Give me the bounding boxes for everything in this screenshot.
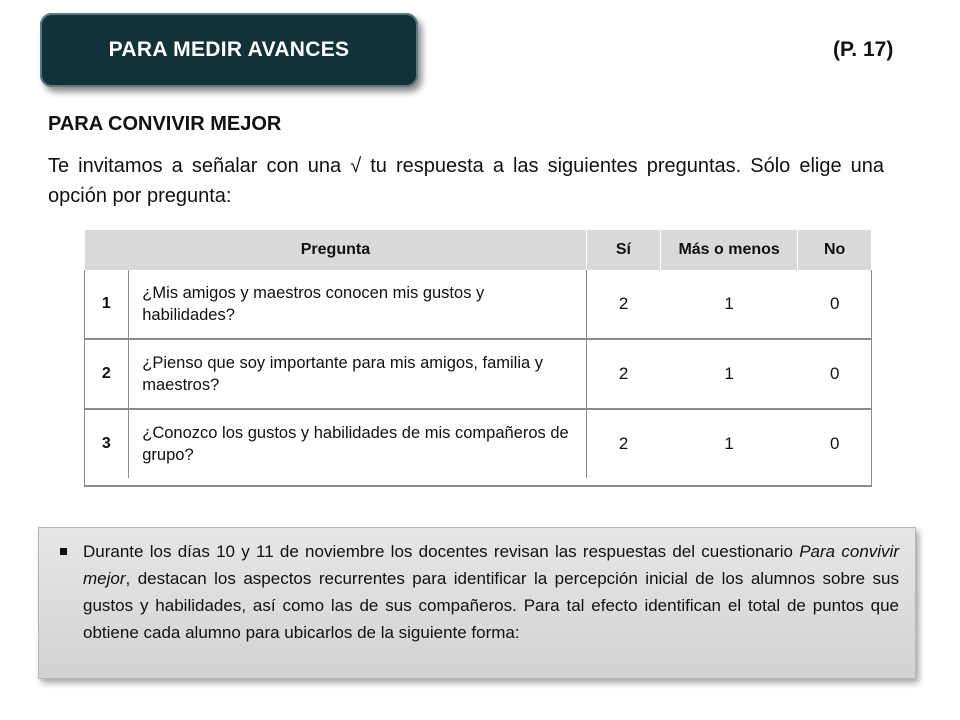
- option-mas-o-menos[interactable]: 1: [660, 339, 797, 409]
- table-left-border: [84, 270, 85, 485]
- header-no: No: [798, 230, 872, 270]
- option-no[interactable]: 0: [798, 339, 872, 409]
- question-text: ¿Pienso que soy importante para mis amigos, familia y maestros?: [129, 339, 587, 409]
- header-si: Sí: [586, 230, 660, 270]
- questionnaire-table: [84, 230, 872, 478]
- row-number: 3: [85, 409, 129, 478]
- table-row: [85, 270, 872, 339]
- section-title: PARA CONVIVIR MEJOR: [48, 113, 282, 135]
- square-bullet-icon: [60, 548, 67, 555]
- option-si[interactable]: 2: [586, 270, 660, 339]
- header-mas-o-menos: Más o menos: [660, 230, 797, 270]
- option-mas-o-menos[interactable]: 1: [724, 294, 734, 313]
- option-si[interactable]: 2: [586, 339, 660, 409]
- note-text-end: , destacan los aspectos recurrentes para identificar la percepción inicial de los alumnos sobre sus gustos y habilidades, así como las de sus compañeros. Para tal efecto identifican el total de puntos que obtiene cada alumno para ubicarlos de la siguiente forma:: [83, 569, 899, 642]
- option-mas-o-menos[interactable]: 1: [660, 409, 797, 478]
- option-si[interactable]: 2: [586, 409, 660, 478]
- table-row: [85, 339, 872, 409]
- header-pregunta: Pregunta: [85, 230, 587, 270]
- row-number: 1: [85, 270, 129, 339]
- note-text-start: Durante los días 10 y 11 de noviembre los docentes revisan las respuestas del cuestionario: [83, 542, 800, 561]
- banner-label: PARA MEDIR AVANCES: [108, 38, 350, 61]
- question-text: ¿Mis amigos y maestros conocen mis gustos y habilidades?: [142, 284, 485, 324]
- page-reference: (P. 17): [833, 38, 894, 61]
- note-panel: [38, 527, 916, 679]
- table-bottom-border: [84, 485, 872, 487]
- table-row: [85, 409, 872, 478]
- question-text: ¿Conozco los gustos y habilidades de mis compañeros de grupo?: [129, 409, 587, 478]
- table-right-border: [871, 270, 872, 485]
- title-banner: [40, 13, 418, 87]
- intro-paragraph: Te invitamos a señalar con una √ tu respuesta a las siguientes preguntas. Sólo elige una opción por pregunta:: [48, 155, 884, 207]
- option-no[interactable]: 0: [829, 294, 840, 313]
- table-header-row: [85, 230, 872, 270]
- note-paragraph: [83, 538, 899, 646]
- note-text-italic: Para convivir mejor: [83, 542, 899, 588]
- option-no[interactable]: 0: [798, 409, 872, 478]
- row-number: 2: [85, 339, 129, 409]
